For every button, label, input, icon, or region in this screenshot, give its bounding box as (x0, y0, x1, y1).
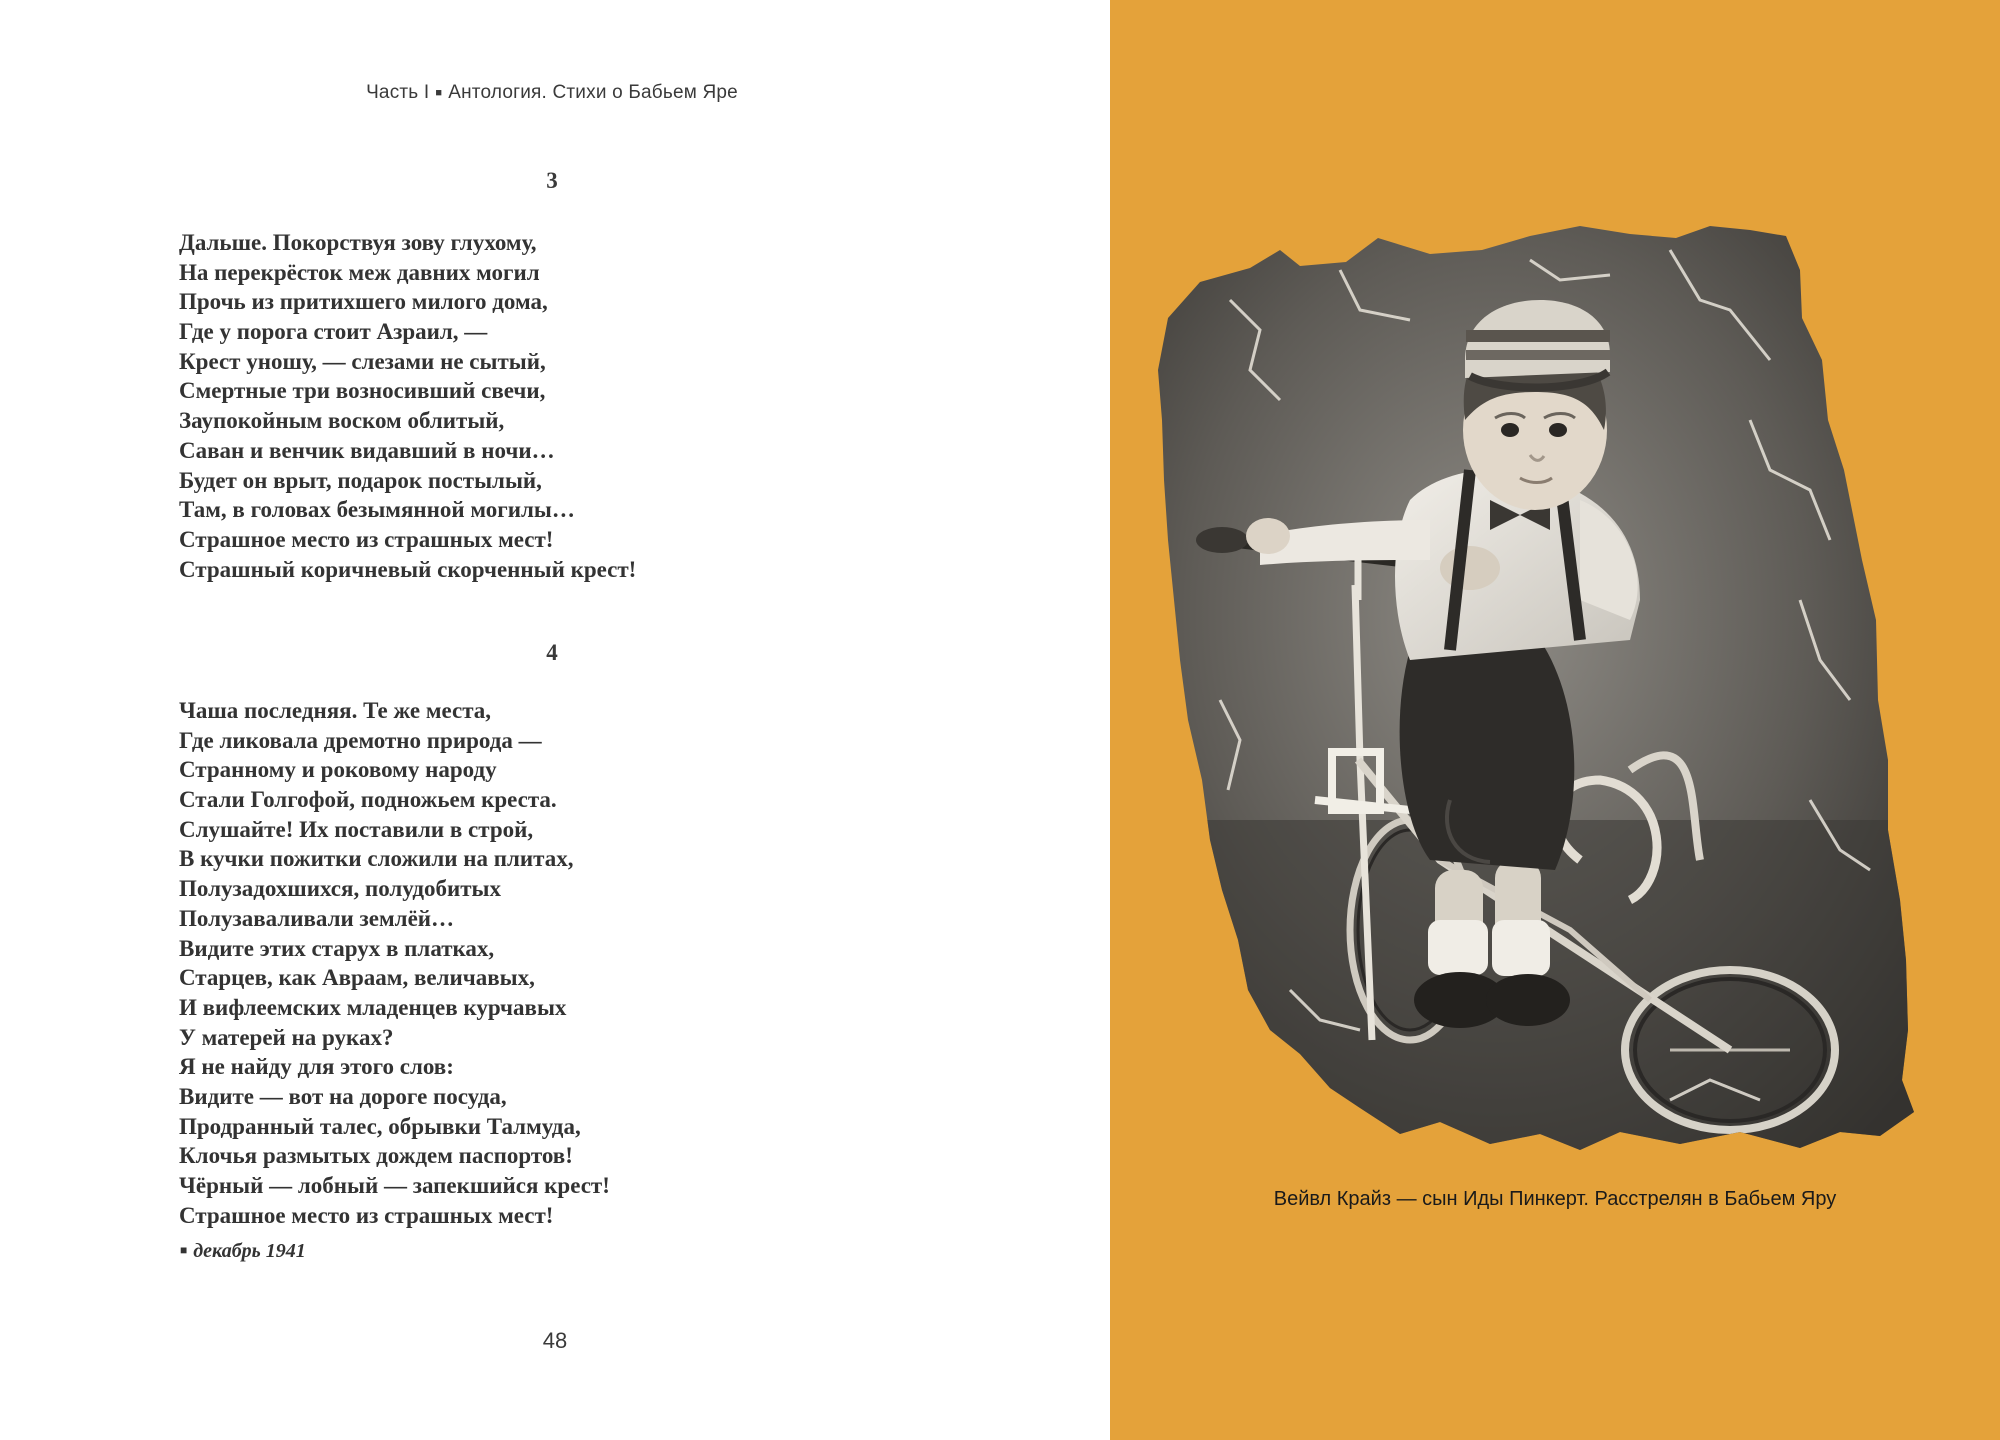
poem-line: Страшное место из страшных мест! (179, 1202, 554, 1228)
right-page (1110, 0, 2000, 1440)
poem-line: Там, в головах безымянной могилы… (179, 497, 575, 523)
poem-line: Полузадохшихся, полудобитых (179, 876, 501, 902)
poem-line: Слушайте! Их поставили в строй, (179, 816, 534, 842)
poem-stanza-3 (179, 228, 636, 584)
poem-line: Будет он врыт, подарок постылый, (179, 467, 542, 493)
poem-line: Заупокойным воском облитый, (179, 408, 505, 434)
poem-line: Крест уношу, — слезами не сытый, (179, 348, 546, 374)
boy-on-tricycle-photo (1110, 0, 2000, 1440)
running-head (0, 82, 1104, 104)
separator-square-icon: ■ (435, 87, 443, 99)
photo-caption: Вейвл Крайз — сын Иды Пинкерт. Расстрелян в Бабьем Яру (1273, 1188, 1837, 1210)
section-number-3: 3 (546, 168, 558, 193)
section-number-4: 4 (546, 640, 558, 665)
poem-line: В кучки пожитки сложили на плитах, (179, 846, 574, 872)
poem-line: И вифлеемских младенцев курчавых (179, 994, 567, 1020)
poem-line: Смертные три возносивший свечи, (179, 378, 546, 404)
running-head-title: Антология. Стихи о Бабьем Яре (448, 82, 738, 103)
poem-line: Клочья размытых дождем паспортов! (179, 1143, 573, 1169)
poem-line: Где ликовала дремотно природа — (179, 727, 542, 753)
poem-line: Страшный коричневый скорченный крест! (179, 556, 637, 582)
poem-line: Дальше. Покорствуя зову глухому, (179, 230, 537, 255)
bullet-square-icon: ■ (180, 1243, 188, 1257)
page-number: 48 (542, 1328, 568, 1353)
poem-line: У матерей на руках? (179, 1024, 394, 1050)
poem-line: На перекрёсток меж давних могил (179, 259, 540, 285)
running-head-part: Часть I (366, 82, 430, 103)
poem-line: Полузаваливали землёй… (179, 905, 455, 931)
poem-line: Странному и роковому народу (179, 757, 497, 783)
poem-date-text: декабрь 1941 (193, 1240, 306, 1262)
poem-line: Где у порога стоит Азраил, — (179, 319, 488, 345)
poem-line: Страшное место из страшных мест! (179, 526, 554, 552)
poem-line: Чаша последняя. Те же места, (179, 698, 492, 723)
poem-line: Продранный талес, обрывки Талмуда, (179, 1113, 581, 1139)
poem-line: Прочь из притихшего милого дома, (179, 289, 548, 315)
poem-line: Видите этих старух в платках, (179, 935, 495, 961)
poem-line: Стали Голгофой, подножьем креста. (179, 787, 557, 813)
poem-line: Чёрный — лобный — запекшийся крест! (179, 1173, 610, 1198)
poem-stanza-4 (179, 696, 610, 1230)
poem-line: Видите — вот на дороге посуда, (179, 1083, 507, 1109)
poem-line: Я не найду для этого слов: (179, 1054, 454, 1080)
poem-line: Саван и венчик видавший в ночи… (179, 437, 555, 463)
poem-line: Старцев, как Авраам, величавых, (179, 965, 535, 991)
poem-date (180, 1240, 306, 1263)
